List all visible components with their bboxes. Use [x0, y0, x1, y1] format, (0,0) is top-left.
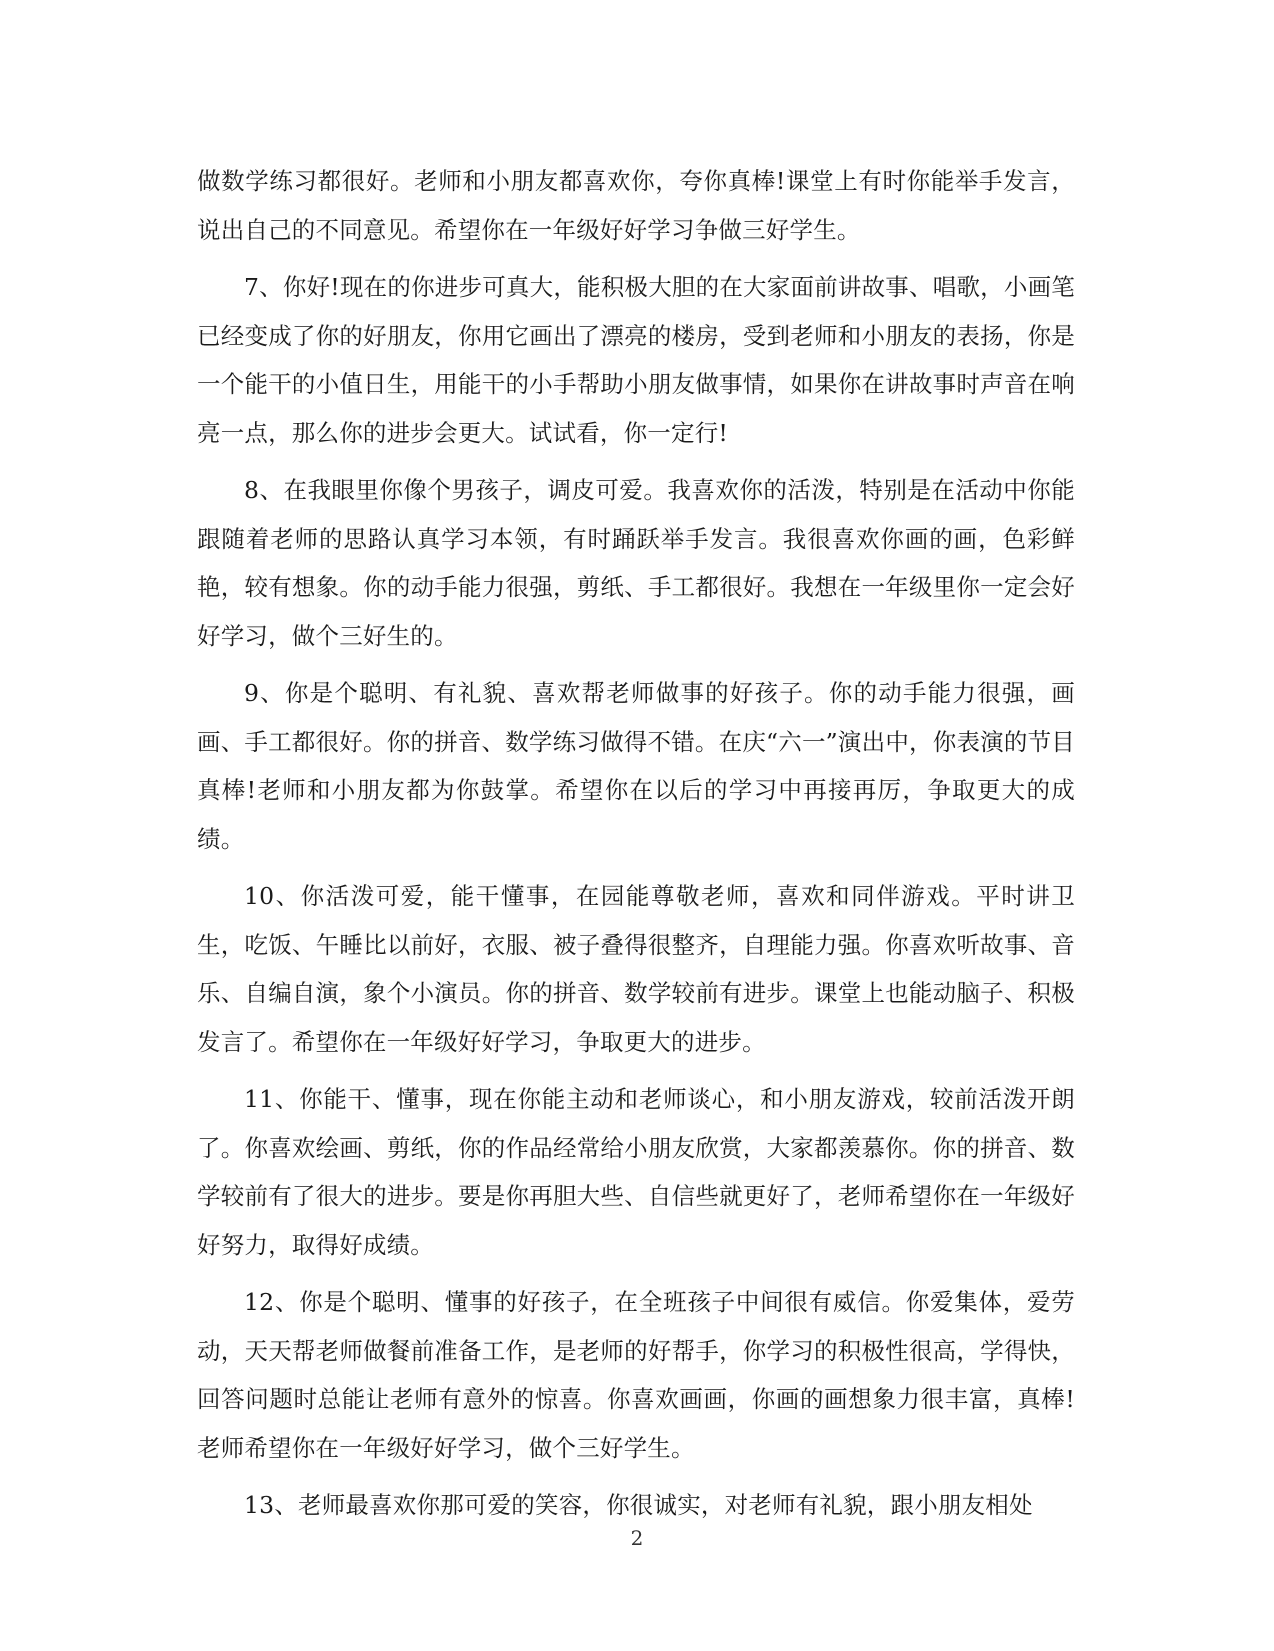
paragraph-item-12: 12、你是个聪明、懂事的好孩子，在全班孩子中间很有威信。你爱集体，爱劳动，天天帮老师做餐前准备工作，是老师的好帮手，你学习的积极性很高，学得快，回答问题时总能让老师有意外的惊喜。你喜欢画画，你画的画想象力很丰富，真棒!老师希望你在一年级好好学习，做个三好学生。	[197, 1288, 1075, 1462]
paragraph-continuation: 做数学练习都很好。老师和小朋友都喜欢你，夸你真棒!课堂上有时你能举手发言，说出自己的不同意见。希望你在一年级好好学习争做三好学生。	[197, 167, 1075, 244]
paragraph-item-9: 9、你是个聪明、有礼貌、喜欢帮老师做事的好孩子。你的动手能力很强，画画、手工都很好。你的拼音、数学练习做得不错。在庆“六一”演出中，你表演的节目真棒!老师和小朋友都为你鼓掌。希望你在以后的学习中再接再厉，争取更大的成绩。	[197, 679, 1075, 853]
paragraph-item-8: 8、在我眼里你像个男孩子，调皮可爱。我喜欢你的活泼，特别是在活动中你能跟随着老师的思路认真学习本领，有时踊跃举手发言。我很喜欢你画的画，色彩鲜艳，较有想象。你的动手能力很强，剪纸、手工都很好。我想在一年级里你一定会好好学习，做个三好生的。	[197, 476, 1075, 650]
paragraph-item-7: 7、你好!现在的你进步可真大，能积极大胆的在大家面前讲故事、唱歌，小画笔已经变成了你的好朋友，你用它画出了漂亮的楼房，受到老师和小朋友的表扬，你是一个能干的小值日生，用能干的小手帮助小朋友做事情，如果你在讲故事时声音在响亮一点，那么你的进步会更大。试试看，你一定行!	[197, 273, 1075, 447]
paragraph-item-11: 11、你能干、懂事，现在你能主动和老师谈心，和小朋友游戏，较前活泼开朗了。你喜欢绘画、剪纸，你的作品经常给小朋友欣赏，大家都羡慕你。你的拼音、数学较前有了很大的进步。要是你再胆大些、自信些就更好了，老师希望你在一年级好好努力，取得好成绩。	[197, 1085, 1075, 1259]
paragraph-item-10: 10、你活泼可爱，能干懂事，在园能尊敬老师，喜欢和同伴游戏。平时讲卫生，吃饭、午睡比以前好，衣服、被子叠得很整齐，自理能力强。你喜欢听故事、音乐、自编自演，象个小演员。你的拼音、数学较前有进步。课堂上也能动脑子、积极发言了。希望你在一年级好好学习，争取更大的进步。	[197, 882, 1075, 1056]
page-number: 2	[630, 1526, 644, 1550]
paragraph-item-13: 13、老师最喜欢你那可爱的笑容，你很诚实，对老师有礼貌，跟小朋友相处	[244, 1491, 1033, 1519]
document-body	[197, 157, 1075, 1539]
